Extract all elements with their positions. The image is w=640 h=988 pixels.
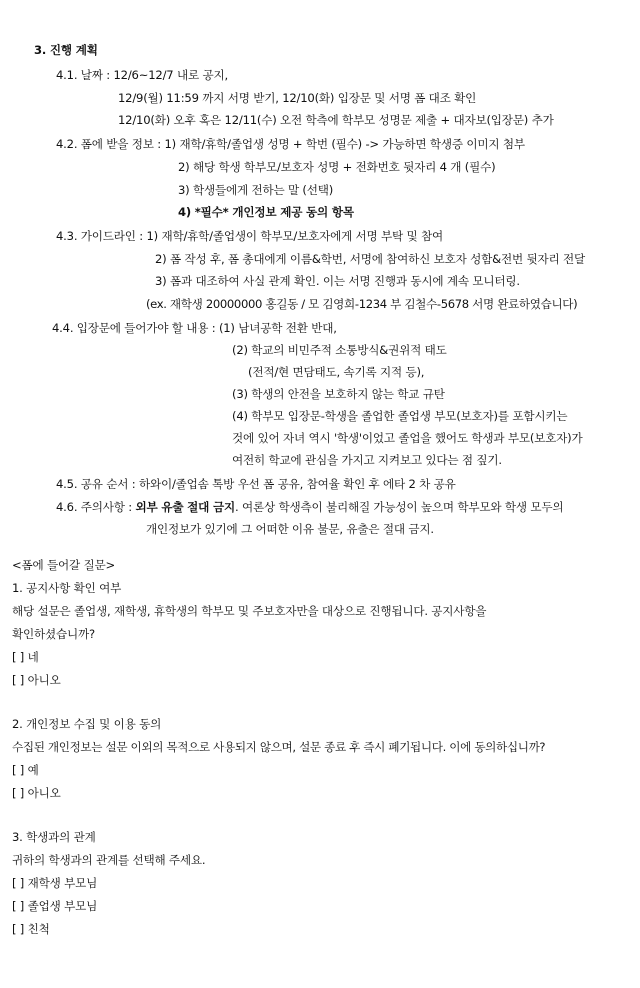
question-1-desc-1: 해당 설문은 졸업생, 재학생, 휴학생의 학부모 및 주보호자만을 대상으로 진행됩니다. 공지사항을: [12, 604, 487, 618]
item-4-6-line-1: [56, 499, 563, 515]
question-1-option-no[interactable]: [ ] 아니오: [12, 673, 61, 687]
item-4-4-line-4: (3) 학생의 안전을 보호하지 않는 학교 규탄: [232, 387, 445, 401]
item-4-1-line-3: 12/10(화) 오후 혹은 12/11(수) 오전 학측에 학부모 성명문 제출 + 대자보(입장문) 추가: [118, 113, 554, 127]
item-4-4-text: (1) 남녀공학 전환 반대,: [218, 321, 337, 335]
item-4-3-line-2: 2) 폼 작성 후, 폼 총대에게 이름&학번, 서명에 참여하신 보호자 성함&전번 뒷자리 전달: [155, 252, 585, 266]
question-1-option-yes[interactable]: [ ] 네: [12, 650, 39, 664]
item-4-2-line-2: 2) 해당 학생 학부모/보호자 성명 + 전화번호 뒷자리 4 개 (필수): [178, 160, 496, 174]
item-4-4-line-2: (2) 학교의 비민주적 소통방식&권위적 태도: [232, 343, 447, 357]
item-4-1-line-2: 12/9(월) 11:59 까지 서명 받기, 12/10(화) 입장문 및 서명 폼 대조 확인: [118, 91, 477, 105]
item-4-6-text: . 여론상 학생측이 불리해질 가능성이 높으며 학부모와 학생 모두의: [235, 500, 564, 514]
item-4-2-text: 1) 재학/휴학/졸업생 성명 + 학번 (필수) -> 가능하면 학생증 이미지 첨부: [164, 137, 525, 151]
item-4-3-line-4: (ex. 재학생 20000000 홍길동 / 모 김영희-1234 부 김철수-5678 서명 완료하였습니다): [146, 297, 578, 311]
item-4-2-line-1: [56, 136, 525, 152]
item-4-1-text: 12/6~12/7 내로 공지,: [113, 68, 228, 82]
question-3-option-graduate-parent[interactable]: [ ] 졸업생 부모님: [12, 899, 98, 913]
item-4-4-label: 4.4. 입장문에 들어가야 할 내용 :: [52, 321, 219, 335]
item-4-4-line-7: 여전히 학교에 관심을 가지고 지켜보고 있다는 점 짚기.: [232, 453, 502, 467]
item-4-3-line-1: [56, 228, 443, 244]
item-4-1-line-1: [56, 67, 228, 83]
section-heading: 3. 진행 계획: [34, 43, 98, 57]
item-4-4-line-6: 것에 있어 자녀 역시 '학생'이었고 졸업을 했어도 학생과 부모(보호자)가: [232, 431, 583, 445]
question-3-title: 3. 학생과의 관계: [12, 830, 96, 844]
item-4-6-warning: 외부 유출 절대 금지: [135, 500, 235, 514]
form-title: <폼에 들어갈 질문>: [12, 558, 115, 572]
question-3-option-current-student-parent[interactable]: [ ] 재학생 부모님: [12, 876, 98, 890]
item-4-4-line-3: (전적/현 면담태도, 속기록 지적 등),: [248, 365, 425, 379]
item-4-6-line-2: 개인정보가 있기에 그 어떠한 이유 불문, 유출은 절대 금지.: [146, 522, 434, 536]
item-4-5: 4.5. 공유 순서 : 하와이/졸업솜 톡방 우선 폼 공유, 참여율 확인 후 에타 2 차 공유: [56, 477, 456, 491]
item-4-2-line-3: 3) 학생들에게 전하는 말 (선택): [178, 183, 334, 197]
item-4-3-text: 1) 재학/휴학/졸업생이 학부모/보호자에게 서명 부탁 및 참여: [146, 229, 444, 243]
item-4-4-line-1: [52, 320, 337, 336]
item-4-4-line-5: (4) 학부모 입장문-학생을 졸업한 졸업생 부모(보호자)를 포함시키는: [232, 409, 568, 423]
question-3-desc-1: 귀하의 학생과의 관계를 선택해 주세요.: [12, 853, 206, 867]
question-2-option-yes[interactable]: [ ] 예: [12, 763, 39, 777]
question-3-option-relative[interactable]: [ ] 친척: [12, 922, 50, 936]
item-4-3-line-3: 3) 폼과 대조하여 사실 관계 확인. 이는 서명 진행과 동시에 계속 모니터링.: [155, 274, 520, 288]
item-4-1-label: 4.1. 날짜 :: [56, 68, 114, 82]
question-2-title: 2. 개인정보 수집 및 이용 동의: [12, 717, 162, 731]
question-2-desc-1: 수집된 개인정보는 설문 이외의 목적으로 사용되지 않으며, 설문 종료 후 즉시 폐기됩니다. 이에 동의하십니까?: [12, 740, 546, 754]
item-4-2-label: 4.2. 폼에 받을 정보 :: [56, 137, 165, 151]
item-4-3-label: 4.3. 가이드라인 :: [56, 229, 147, 243]
item-4-2-line-4: 4) *필수* 개인정보 제공 동의 항목: [178, 205, 354, 219]
item-4-6-label: 4.6. 주의사항 :: [56, 500, 136, 514]
question-2-option-no[interactable]: [ ] 아니오: [12, 786, 61, 800]
question-1-desc-2: 확인하셨습니까?: [12, 627, 95, 641]
question-1-title: 1. 공지사항 확인 여부: [12, 581, 122, 595]
